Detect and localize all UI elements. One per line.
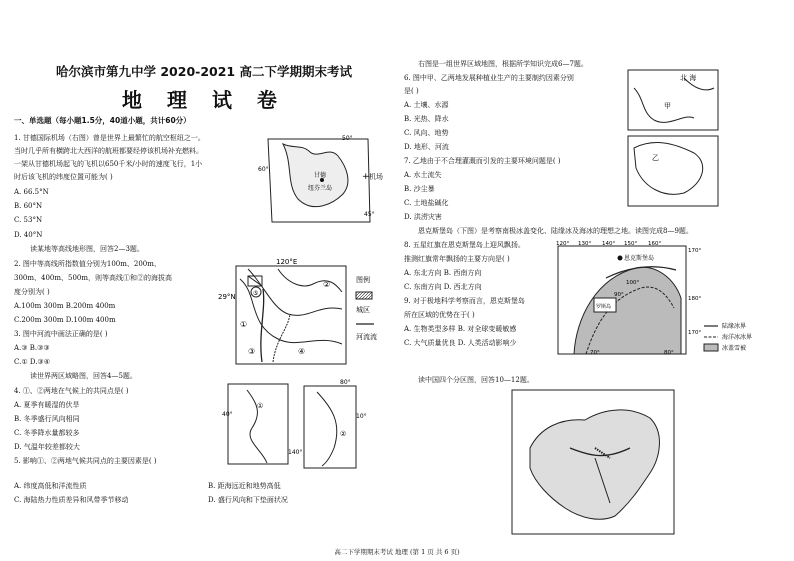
svg-text:①: ①	[257, 402, 264, 410]
q5-option: D. 盛行风向和下垫面状况	[208, 496, 288, 504]
right-line: 8. 五星红旗在恩克斯堡岛上迎风飘扬。	[404, 241, 525, 249]
right-line: B. 光热、降水	[404, 115, 449, 123]
right-line: 推测红旗常年飘扬的主要方向是( )	[404, 255, 510, 263]
world-region-maps	[624, 68, 720, 208]
svg-text:③: ③	[248, 347, 256, 356]
right-line: 读中国四个分区图，回答10—12题。	[418, 376, 534, 384]
svg-text:②: ②	[340, 430, 347, 438]
left-line: A.100m 300m B.200m 400m	[14, 302, 116, 310]
left-line: 300m、400m、500m，则等高线①和②的海拔高	[14, 274, 172, 282]
lon170-label: 170°	[688, 248, 702, 254]
deg100-label: 100°	[626, 280, 640, 286]
svg-text:⑤: ⑤	[253, 290, 259, 297]
jia-label: 甲	[664, 102, 671, 110]
left-line: D. 气温年较差都较大	[14, 443, 80, 451]
contour-map	[218, 254, 396, 370]
gander-map	[258, 134, 378, 226]
left-line: B. 60°N	[14, 202, 43, 210]
right-line: 7. 乙地由于不合理灌溉而引发的主要环境问题是( )	[404, 157, 561, 165]
left-line: C.① D.③④	[14, 358, 50, 366]
left-line: 时后该飞机的纬度位置可能为( )	[14, 173, 113, 181]
left-line: 1. 甘德国际机场（右图）曾是世界上最繁忙的航空枢纽之一。	[14, 134, 205, 142]
svg-text:④: ④	[298, 347, 306, 356]
legend-city: 城区	[356, 306, 370, 314]
lon150-label: 150°	[624, 241, 638, 247]
site-label: 罗斯岛	[596, 304, 612, 310]
left-line: 4. ①、②两地在气候上的共同点是( )	[14, 387, 129, 395]
right-line: A. 东北方向 B. 西南方向	[404, 269, 482, 277]
exam-subject-title: 地 理 试 卷	[122, 88, 286, 112]
newfoundland-label: 纽芬兰岛	[308, 185, 333, 192]
lon140-label: 140°	[288, 449, 303, 456]
lon160-label: 160°	[648, 241, 662, 247]
left-line: 5. 影响①、②两地气候共同点的主要因素是( )	[14, 457, 157, 465]
china-regions-map	[510, 388, 678, 538]
airport-label: 机场	[369, 173, 383, 181]
right-line: C. 东南方向 D. 西北方向	[404, 283, 482, 291]
right-line: C. 风向、地势	[404, 129, 449, 137]
lat40-label: 40°	[222, 411, 233, 418]
contour-lat-label: 29°N	[218, 293, 236, 301]
right-line: 所在区域的优势在于( )	[404, 311, 475, 319]
q5-option: B. 距海远近和地势高低	[208, 482, 281, 490]
exam-school-title: 哈尔滨市第九中学 2020-2021 高二下学期期末考试	[56, 64, 352, 79]
right-line: C. 土地盐碱化	[404, 199, 449, 207]
lon60-label: 60°	[258, 166, 269, 173]
lon130-label: 130°	[578, 241, 592, 247]
q5-option: C. 海陆热力性质差异和风带季节移动	[14, 496, 129, 504]
yi-label: 乙	[652, 154, 659, 162]
legend1-label: 陆缘冰界	[722, 323, 747, 330]
legend2-label: 海洋冰冰界	[722, 334, 753, 341]
deg90-label: 90°	[614, 292, 624, 298]
left-line: 2. 图中等高线所指数值分别为100m、200m、	[14, 260, 161, 268]
left-line: D. 40°N	[14, 231, 43, 239]
right-line: C. 大气质量优良 D. 人类活动影响少	[404, 339, 517, 347]
lon180-label: 180°	[688, 296, 702, 302]
svg-text:①: ①	[240, 320, 248, 329]
left-line: A. 66.5°N	[14, 188, 49, 196]
contour-lon-label: 120°E	[276, 258, 298, 266]
right-line: B. 沙尘暴	[404, 185, 435, 193]
lon170w-label: 170°	[688, 330, 702, 336]
right-line: A. 生物类型多样 B. 对全球变暖敏感	[404, 325, 517, 333]
right-line: 恩克斯堡岛（下图）是考察南极冰盖变化、陆缘冰及海冰的理想之地。读图完成8—9题。	[418, 227, 693, 235]
left-line: C. 53°N	[14, 216, 43, 224]
lon120-label: 120°	[556, 241, 570, 247]
lat10-label: 10°	[356, 413, 367, 420]
left-line: 读世界两区域略图，回答4—5题。	[30, 372, 137, 380]
legend3-label: 冰盖雪被	[722, 345, 747, 352]
left-line: 度分别为( )	[14, 288, 50, 296]
right-line: A. 水土流失	[404, 171, 442, 179]
left-line: 读某地等高线地形图，回答2—3题。	[30, 245, 144, 253]
left-line: B. 冬季盛行风向相同	[14, 415, 80, 423]
left-line: 一架从甘德机场起飞的飞机以650千米/小时的速度飞行，1小	[14, 160, 203, 168]
left-line: C.200m 300m D.100m 400m	[14, 316, 116, 324]
antarctic-map	[556, 238, 788, 356]
left-line: 当时几乎所有横跨北大西洋的航班都要经停该机场补充燃料。	[14, 147, 203, 155]
climate-maps	[222, 378, 367, 470]
lon80-label: 80°	[340, 379, 351, 386]
right-line: A. 土壤、水源	[404, 101, 449, 109]
left-line: C. 冬季降水量都较多	[14, 429, 80, 437]
legend-river: 河流流	[356, 333, 377, 341]
right-line: 右图是一组世界区域地图，根据所学知识完成6—7题。	[418, 60, 588, 68]
right-line: D. 地形、河流	[404, 143, 449, 151]
page-footer: 高二下学期期末考试 地理 (第 1 页 共 6 页)	[334, 548, 460, 556]
right-line: 9. 对于极地科学考察而言，恩克斯堡岛	[404, 297, 525, 305]
left-line: 3. 图中河流中画法正确的是( )	[14, 330, 108, 338]
legend-title: 图例	[356, 276, 370, 284]
left-line: A.③ B.③③	[14, 344, 50, 352]
lat50-label: 50°	[342, 135, 353, 142]
q5-option: A. 纬度高低和洋流性质	[14, 482, 87, 490]
section-heading: 一、单选题（每小题1.5分，40道小题，共计60分）	[14, 116, 191, 125]
right-line: D. 洪涝灾害	[404, 213, 442, 221]
gander-label: 甘德	[314, 172, 327, 179]
lat80-label: 80°	[664, 350, 674, 356]
lon140-label: 140°	[602, 241, 616, 247]
lat45-label: 45°	[364, 211, 375, 218]
island-label: 恩克斯堡岛	[624, 255, 655, 262]
right-line: 6. 图中甲、乙两地发展种植业生产的主要制约因素分别	[404, 74, 574, 82]
svg-text:②: ②	[323, 280, 331, 289]
left-line: A. 夏季有暖湿的伏旱	[14, 401, 80, 409]
lat70-label: 70°	[590, 350, 600, 356]
north-sea-label: 北 海	[680, 74, 697, 82]
airport-plus-icon: +	[362, 172, 370, 182]
right-line: 是( )	[404, 87, 419, 95]
